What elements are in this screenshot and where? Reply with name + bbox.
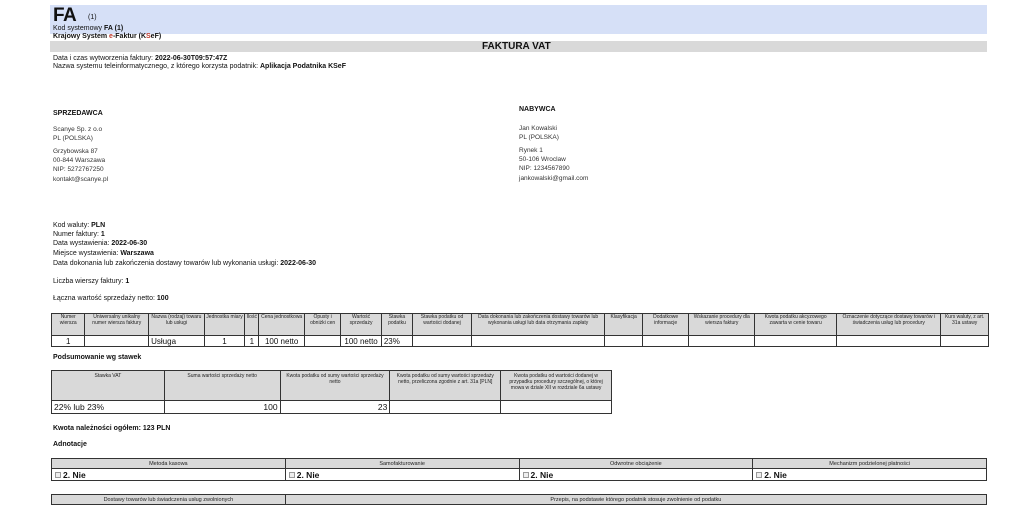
cell-reverse-charge: 2. Nie (519, 469, 753, 481)
summary-header-row (52, 371, 612, 401)
col-split-payment: Mechanizm podzielonej płatności (753, 459, 987, 469)
checkbox-icon (756, 472, 762, 478)
seller-city: 00-844 Warszawa (53, 157, 106, 164)
cell-delivery-date (471, 336, 605, 347)
checkbox-icon (55, 472, 61, 478)
col-net-sum: Suma wartości sprzedaży netto (164, 371, 280, 401)
cell-item-name: Usługa (149, 336, 205, 347)
cell-tax-sum: 23 (280, 401, 390, 414)
cell-tax-rate: 23% (381, 336, 412, 347)
buyer-nip: NIP: 1234567890 (519, 165, 570, 172)
buyer-heading: NABYWCA (519, 106, 556, 113)
buyer-email: jankowalski@gmail.com (519, 175, 589, 182)
issue-date: Data wystawienia: 2022-06-30 (53, 240, 148, 247)
cell-exchange-rate (941, 336, 989, 347)
issue-place: Miejsce wystawienia: Warszawa (53, 250, 154, 257)
col-additional-info: Dodatkowe informacje (642, 314, 689, 336)
cell-uuid (85, 336, 149, 347)
cell-quantity: 1 (245, 336, 259, 347)
col-row-number: Numer wiersza (52, 314, 85, 336)
net-total: Łączna wartość sprzedaży netto: 100 (53, 295, 169, 302)
col-tax-special: Kwota podatku od wartości dodanej w przypadku procedury szczególnej, o której mowa w dziale XII w rozdziale 6a ustawy (501, 371, 612, 401)
total-due: Kwota należności ogółem: 123 PLN (53, 425, 171, 432)
exemption-table (51, 494, 987, 505)
col-self-billing: Samofakturowanie (285, 459, 519, 469)
invoice-title-bar (50, 41, 987, 52)
cell-vat-rate: 22% lub 23% (52, 401, 165, 414)
col-procedure: Wskazanie procedury dla wiersza faktury (689, 314, 755, 336)
buyer-street: Rynek 1 (519, 147, 543, 154)
col-reverse-charge: Odwrotne obciążenie (519, 459, 753, 469)
seller-country: PL (POLSKA) (53, 135, 93, 142)
col-quantity: Ilość (245, 314, 259, 336)
seller-email: kontakt@scanye.pl (53, 176, 109, 183)
exemption-header-row (52, 495, 987, 505)
checkbox-icon (523, 472, 529, 478)
col-discounts: Opusty i obniżki cen (304, 314, 340, 336)
col-delivery-date: Data dokonania lub zakończenia dostawy towarów lub wykonania usługi lub data otrzymania zapłaty (471, 314, 605, 336)
cell-tax-sum-pln (390, 401, 501, 414)
invoice-number: Numer faktury: 1 (53, 231, 105, 238)
col-tax-sum: Kwota podatku od sumy wartości sprzedaży netto (280, 371, 390, 401)
seller-name: Scanye Sp. z o.o (53, 126, 103, 133)
checkbox-icon (289, 472, 295, 478)
col-sale-value: Wartość sprzedaży (341, 314, 381, 336)
cell-excise (755, 336, 837, 347)
cell-classification (605, 336, 642, 347)
summary-table (51, 370, 612, 414)
cell-procedure (689, 336, 755, 347)
buyer-country: PL (POLSKA) (519, 134, 559, 141)
col-exempt-supplies: Dostawy towarów lub świadczenia usług zwolnionych (52, 495, 286, 505)
col-item-name: Nazwa (rodzaj) towaru lub usługi (149, 314, 205, 336)
cell-split-payment: 2. Nie (753, 469, 987, 481)
table-row (52, 401, 612, 414)
form-variant: (1) (88, 14, 97, 21)
col-uuid: Uniwersalny unikalny numer wiersza faktury (85, 314, 149, 336)
seller-heading: SPRZEDAWCA (53, 110, 103, 117)
items-header-row (52, 314, 989, 336)
table-row (52, 336, 989, 347)
col-designation: Oznaczenie dotyczące dostawy towarów i świadczenia usług lub procedury (837, 314, 941, 336)
cell-tax-special (501, 401, 612, 414)
delivery-date: Data dokonania lub zakończenia dostawy towarów lub wykonania usługi: 2022-06-30 (53, 260, 317, 267)
seller-nip: NIP: 5272767250 (53, 166, 104, 173)
form-code: FA (53, 5, 77, 26)
cell-additional-info (642, 336, 689, 347)
cell-row-number: 1 (52, 336, 85, 347)
items-table (51, 313, 989, 347)
col-unit: Jednostka miary (204, 314, 244, 336)
ksef-name: Krajowy System e-Faktur (KSeF) (53, 33, 162, 40)
cell-self-billing: 2. Nie (285, 469, 519, 481)
col-vat-rate: Stawka podatku od wartości dodanej (413, 314, 472, 336)
seller-street: Grzybowska 87 (53, 148, 98, 155)
cell-cash-method: 2. Nie (52, 469, 286, 481)
cell-designation (837, 336, 941, 347)
annotations-header-row (52, 459, 987, 469)
cell-unit-price: 100 netto (259, 336, 305, 347)
col-tax-sum-pln: Kwota podatku od sumy wartości sprzedaży netto, przeliczona zgodnie z art. 31a [PLN] (390, 371, 501, 401)
cell-vat-rate (413, 336, 472, 347)
summary-heading: Podsumowanie wg stawek (53, 354, 142, 361)
buyer-city: 50-106 Wroclaw (519, 156, 566, 163)
col-tax-rate: Stawka podatku (381, 314, 412, 336)
col-vat-rate: Stawka VAT (52, 371, 165, 401)
cell-net-sum: 100 (164, 401, 280, 414)
col-classification: Klasyfikacja (605, 314, 642, 336)
annotations-heading: Adnotacje (53, 441, 87, 448)
document-header (50, 5, 987, 34)
row-count: Liczba wierszy faktury: 1 (53, 278, 130, 285)
buyer-name: Jan Kowalski (519, 125, 557, 132)
created-datetime: Data i czas wytworzenia faktury: 2022-06-30T09:57:47Z (53, 55, 228, 62)
col-exchange-rate: Kurs waluty, z art. 31a ustawy (941, 314, 989, 336)
col-cash-method: Metoda kasowa (52, 459, 286, 469)
cell-unit: 1 (204, 336, 244, 347)
system-name: Nazwa systemu teleinformatycznego, z którego korzysta podatnik: Aplikacja Podatnika KSeF (53, 63, 346, 70)
table-row (52, 469, 987, 481)
cell-sale-value: 100 netto (341, 336, 381, 347)
cell-discounts (304, 336, 340, 347)
annotations-table (51, 458, 987, 481)
system-code: Kod systemowy FA (1) (53, 25, 124, 32)
col-unit-price: Cena jednostkowa (259, 314, 305, 336)
invoice-title: FAKTURA VAT (482, 41, 551, 52)
col-exemption-basis: Przepis, na podstawie którego podatnik stosuje zwolnienie od podatku (285, 495, 986, 505)
currency-code: Kod waluty: PLN (53, 222, 106, 229)
col-excise: Kwota podatku akcyzowego zawarta w cenie towaru (755, 314, 837, 336)
